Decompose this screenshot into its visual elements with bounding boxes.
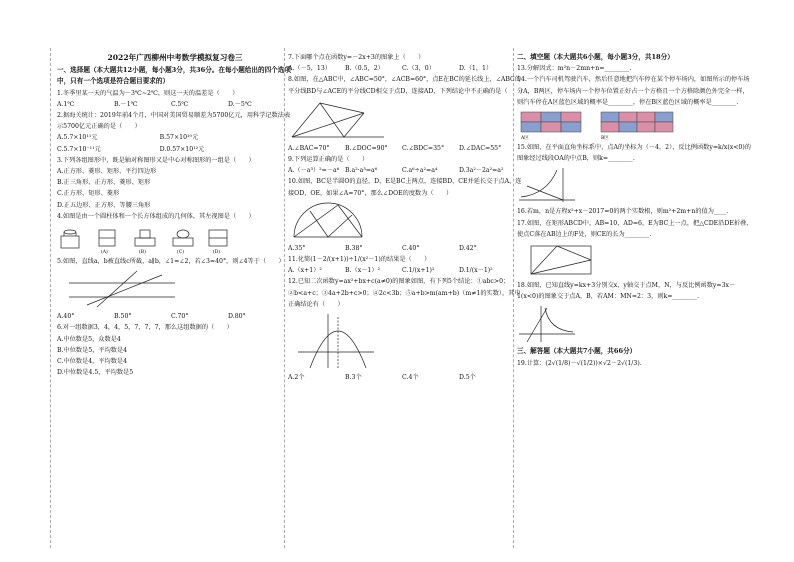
q18-figure — [517, 304, 577, 344]
option: C.∠BDC=35° — [402, 144, 445, 152]
question-5: 5.如图，直线a，b被直线c所截，a∥b，∠1=∠2，若∠3=40°，则∠4等于（ ） — [57, 258, 285, 266]
q5-figure — [67, 269, 177, 309]
option: A.（x+1）² — [288, 267, 322, 275]
option: B.57×10¹⁰元 — [159, 134, 199, 142]
question-9: 9.下列运算正确的是（ ） — [288, 156, 369, 164]
option: D.80° — [228, 313, 246, 321]
grid-cell — [521, 122, 541, 132]
option: A.正方形、菱形、矩形、平行四边形 — [57, 168, 157, 176]
option: B.38° — [345, 244, 363, 252]
question-16: 16.若m，n是方程x²+x－2017=0的两个实数根，则m²+2m+n的值为____. — [517, 208, 729, 216]
question-6: 6.对一组数据3，4，4，5，7，7，7，那么这组数据的（ ） — [57, 324, 233, 332]
option: B.－1℃ — [114, 100, 138, 108]
grid-cell — [601, 122, 619, 132]
question-17: 17.如图，在矩形ABCD中，AB=10，AD=6，E为BC上一点，把△CDE沿DE折叠，使点C落在AB边上的F处，则CE的长为________. — [517, 219, 753, 238]
q4-label: (B) — [139, 250, 146, 255]
q4-option-c — [173, 230, 193, 246]
question-8-options — [288, 143, 524, 154]
q4-figures — [57, 224, 237, 254]
q4-solid-figure — [61, 230, 79, 248]
q4-option-d — [209, 230, 227, 246]
question-14: 14.一个汽车司机驾驶汽车，然后任意地把汽车停在某个停车场内，如图所示的停车场分A，B两区，停车场内一个停车位置正好占一个方格且一个方格除颜色外完全一样，则汽车停在A区蓝色区域的概率是________，停在B区蓝色区域的概率是________. — [517, 76, 750, 106]
option: C.70° — [171, 313, 189, 321]
option: C.1/(x+1)² — [402, 267, 435, 275]
q4-label: (A) — [101, 250, 108, 255]
option: A.40° — [57, 313, 75, 321]
question-11: 11.化简(1－2/(x+1))÷1/(x²－1)的结果是（ ） — [288, 256, 431, 264]
parking-area-a — [521, 112, 581, 132]
option: A.∠BAC=70° — [288, 144, 330, 152]
q4-option-b — [135, 230, 155, 246]
option: A.5.7×10¹¹元 — [57, 134, 98, 142]
question-19: 19.计算：(2√(1/8)－√(1/2))×√2－2√(1/3). — [517, 359, 642, 367]
grid-cell — [601, 112, 619, 122]
grid-cell — [541, 122, 561, 132]
option: B.（x－1）² — [345, 267, 380, 275]
option: D.1/(x－1)² — [459, 267, 493, 275]
question-1: 1.冬季里某一天的气温为－3℃~2℃，则这一天的温差是（ ） — [57, 89, 239, 97]
q8-figure — [288, 99, 388, 141]
question-12: 12.已知二次函数y=ax²+bx+c(a≠0)的图象如图，有下列5个结论：①abc>0；②b<a+c；③4a+2b+c>0；④2c<3b；⑤a+b>m(am+b)（m≠1的实数），其中正确结论有（ ） — [288, 278, 521, 308]
q17-rectangle-figure — [527, 242, 597, 278]
option: B.∠DOC=90° — [345, 144, 388, 152]
grid-cell — [541, 112, 561, 122]
question-1-options — [57, 99, 293, 110]
option: C.a⁶÷a²=a⁴ — [402, 167, 438, 175]
question-13: 13.分解因式：m²n－2mn+n=________. — [517, 65, 632, 73]
option: D.3a²－2a²=a² — [459, 167, 504, 175]
option: D.∠DAC=55° — [459, 144, 502, 152]
column-3 — [517, 52, 753, 369]
grid-cell — [655, 112, 673, 122]
option: B.a²·a³=a⁶ — [345, 167, 378, 175]
grid-cell — [637, 122, 655, 132]
option: D.0.57×10¹²元 — [159, 145, 205, 153]
option: C.正方形、矩形、菱形 — [57, 190, 120, 198]
option: C.40° — [402, 244, 420, 252]
section-3-heading: 三、解答题（本大题共7小题，共66分） — [517, 347, 637, 356]
question-4: 4.如图是由一个圆柱体和一个长方体组成的几何体，其左视图是（ ） — [57, 212, 255, 220]
section-1-heading: 一、选择题（本大题共12小题，每小题3分，共36分。在每小题给出的四个选项中，只有一个选项是符合题目要求的） — [57, 66, 291, 86]
grid-cell — [521, 112, 541, 122]
grid-cell — [655, 122, 673, 132]
option: D.42° — [459, 244, 477, 252]
option: A.35° — [288, 244, 306, 252]
option: B.正三角形、正方形、菱形、矩形 — [57, 179, 151, 187]
q15-figure — [517, 166, 577, 204]
grid-cell — [561, 122, 581, 132]
q4-label: (D) — [213, 250, 221, 255]
q10-figure — [288, 201, 368, 241]
option: C.5.7×10⁻¹¹元 — [57, 145, 101, 153]
exam-title: 2022年广西柳州中考数学模拟复习卷三 — [107, 53, 243, 62]
question-12-options — [288, 372, 524, 383]
parking-area-b — [601, 112, 673, 132]
question-9-options — [288, 165, 524, 176]
option: D.（1，1） — [459, 65, 493, 73]
option: D.中位数是4.5，平均数是5 — [57, 369, 134, 377]
option: A.（－5，13） — [288, 65, 331, 73]
option: C.（3，0） — [402, 65, 435, 73]
option: C.中位数是4，平均数是4 — [57, 358, 128, 366]
q4-label: (C) — [177, 250, 184, 255]
grid-cell — [561, 112, 581, 122]
grid-cell — [619, 122, 637, 132]
option: B.3个 — [345, 374, 362, 382]
option: D.5个 — [459, 374, 476, 382]
question-7: 7.下面哪个点在函数y=－2x+3的图象上（ ） — [288, 54, 425, 61]
option: C.5℃ — [171, 100, 189, 108]
question-7-options — [288, 63, 524, 74]
area-a-label: A区 — [521, 136, 529, 141]
question-15: 15.如图，在平面直角坐标系中，点A的坐标为（－4，2），反比例函数y=k/x(x<0)的图象经过线段OA的中点B，则k=________. — [517, 144, 751, 163]
question-11-options — [288, 265, 524, 276]
section-2-heading: 二、填空题（本大题共6小题，每小题3分，共18分） — [517, 53, 674, 61]
option: B.50° — [114, 313, 132, 321]
question-2-options-1 — [57, 132, 293, 143]
question-18: 18.如图，已知直线y=kx+3分别交x，y轴交于点M，N，与反比例函数y=3x－1(x<0)的图象交于点A，B，若AM：MN=2：3，则k=________. — [517, 282, 736, 301]
option: B.中位数是5，平均数是4 — [57, 346, 128, 354]
grid-cell — [637, 112, 655, 122]
option: D.－5℃ — [228, 100, 252, 108]
area-b-label: B区 — [601, 136, 609, 141]
option: A.中位数是5，众数是4 — [57, 335, 121, 343]
q14-parking-grids — [517, 110, 677, 140]
question-5-options — [57, 311, 293, 322]
q4-option-a — [99, 230, 115, 246]
option: C.4个 — [402, 374, 419, 382]
question-3: 3.下列各组图形中，既是轴对称图形又是中心对称图形的一组是（ ） — [57, 156, 255, 164]
question-10-options — [288, 243, 524, 254]
question-8: 8.如图，在△ABC中，∠ABC=50°，∠ACB=60°，点E在BC的延长线上，∠ABC的平分线BD与∠ACE的平分线CD相交于点D，连接AD，下列结论中不正确的是（ ） — [288, 76, 527, 95]
option: A.2个 — [288, 374, 305, 382]
question-10: 10.如图，BC是半圆O的直径，D，E是BC上两点，连接BD，CE并延长交于点A，连接OD，OE，如果∠A=70°，那么∠DOE的度数为（ ） — [288, 178, 522, 197]
question-2-options-2 — [57, 144, 293, 155]
option: B.（0.5，2） — [345, 65, 384, 73]
option: A.（－a³）²=－a⁶ — [288, 167, 340, 175]
column-1 — [57, 52, 293, 378]
q12-parabola-figure — [296, 312, 376, 370]
option: A.1℃ — [57, 100, 75, 108]
binding-margin-line — [50, 48, 51, 548]
question-2: 2.据海关统计：2019年前4个月，中国对美国贸易顺差为5700亿元，用科学记数法表示5700亿元正确的是（ ） — [57, 112, 291, 131]
grid-cell — [619, 112, 637, 122]
option: D.正五边形、正方形、等腰三角形 — [57, 201, 151, 209]
